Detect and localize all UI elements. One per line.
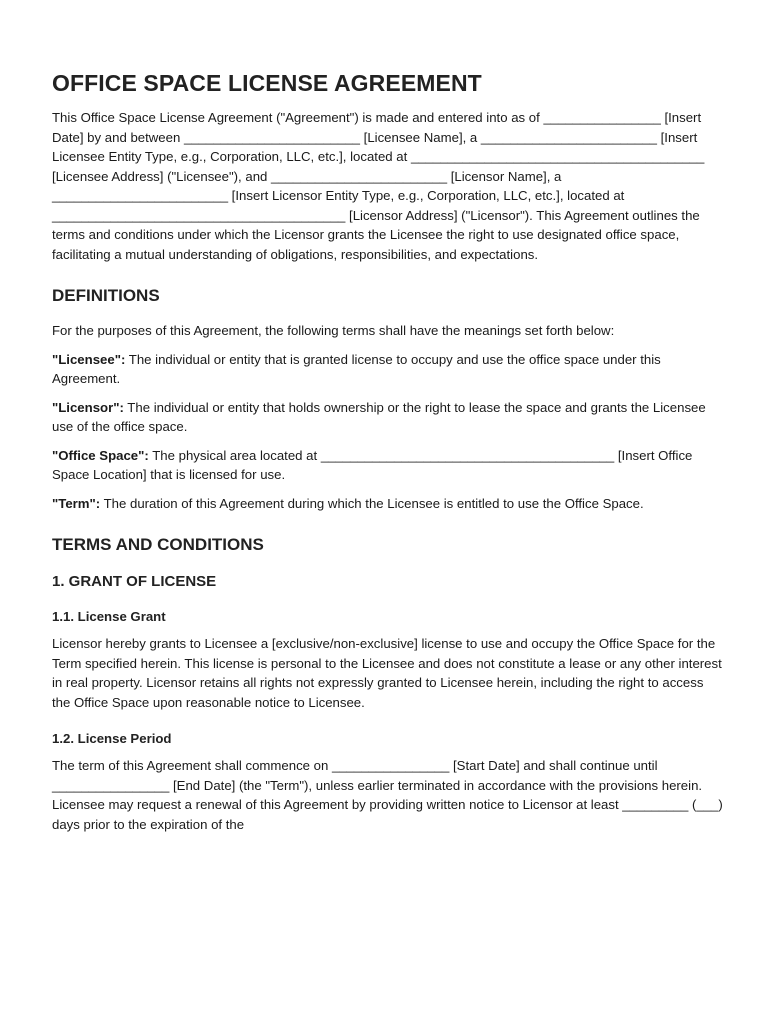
document-page [52,70,724,834]
intro-paragraph: This Office Space License Agreement ("Agreement") is made and entered into as of ________________ [Insert Date] by and between ________________________ [Licensee Name], a ________________________ [Insert Licensee Entity Type, e.g., Corporation, LLC, etc.], located at ________________________________________ [Licensee Address] ("Licensee"), and ________________________ [Licensor Name], a ________________________ [Insert Licensor Entity Type, e.g., Corporation, LLC, etc.], located at ________________________________________ [Licensor Address] ("Licensor"). This Agreement outlines the terms and conditions under which the Licensor grants the Licensee the right to use designated office space, facilitating a mutual understanding of obligations, responsibilities, and expectations. [52,110,705,262]
subsection-1-2-text: The term of this Agreement shall commence on ________________ [Start Date] and shall continue until ________________ [End Date] (the "Term"), unless earlier terminated in accordance with the provisions herein. Licensee may request a renewal of this Agreement by providing written notice to Licensor at least _________ (___) days prior to the expiration of the [52,758,723,832]
definition-text: The duration of this Agreement during which the Licensee is entitled to use the Office Space. [100,495,644,511]
definition-text: The individual or entity that is granted license to occupy and use the office space under this Agreement. [52,351,661,386]
definitions-heading: DEFINITIONS [52,286,160,305]
subsection-1-2-heading: 1.2. License Period [52,731,172,746]
definition-office-space [52,446,724,485]
definition-term: "Licensor": [52,399,124,415]
subsection-1-1-heading: 1.1. License Grant [52,609,166,624]
terms-section [52,535,724,834]
section-1-heading: 1. GRANT OF LICENSE [52,573,217,590]
terms-heading: TERMS AND CONDITIONS [52,535,264,554]
definition-licensor [52,398,724,437]
definition-term: "Licensee": [52,351,126,367]
definition-text: The physical area located at ________________________________________ [Insert Office Space Location] that is licensed for use. [52,447,693,482]
definition-text: The individual or entity that holds ownership or the right to lease the space and grants the Licensee use of the office space. [52,399,706,434]
definition-licensee [52,350,724,389]
document-title: OFFICE SPACE LICENSE AGREEMENT [52,70,482,96]
definitions-section [52,286,724,513]
definition-term-item [52,494,724,514]
definition-term: "Office Space": [52,447,149,463]
definition-term: "Term": [52,495,101,511]
subsection-1-1-text: Licensor hereby grants to Licensee a [exclusive/non-exclusive] license to use and occupy the Office Space for the Term specified herein. This license is personal to the Licensee and does not constitute a lease or any other interest in real property. Licensor retains all rights not expressly granted to Licensee herein, including the right to access the Office Space upon reasonable notice to Licensee. [52,636,722,710]
definitions-intro: For the purposes of this Agreement, the following terms shall have the meanings set forth below: [52,323,615,338]
